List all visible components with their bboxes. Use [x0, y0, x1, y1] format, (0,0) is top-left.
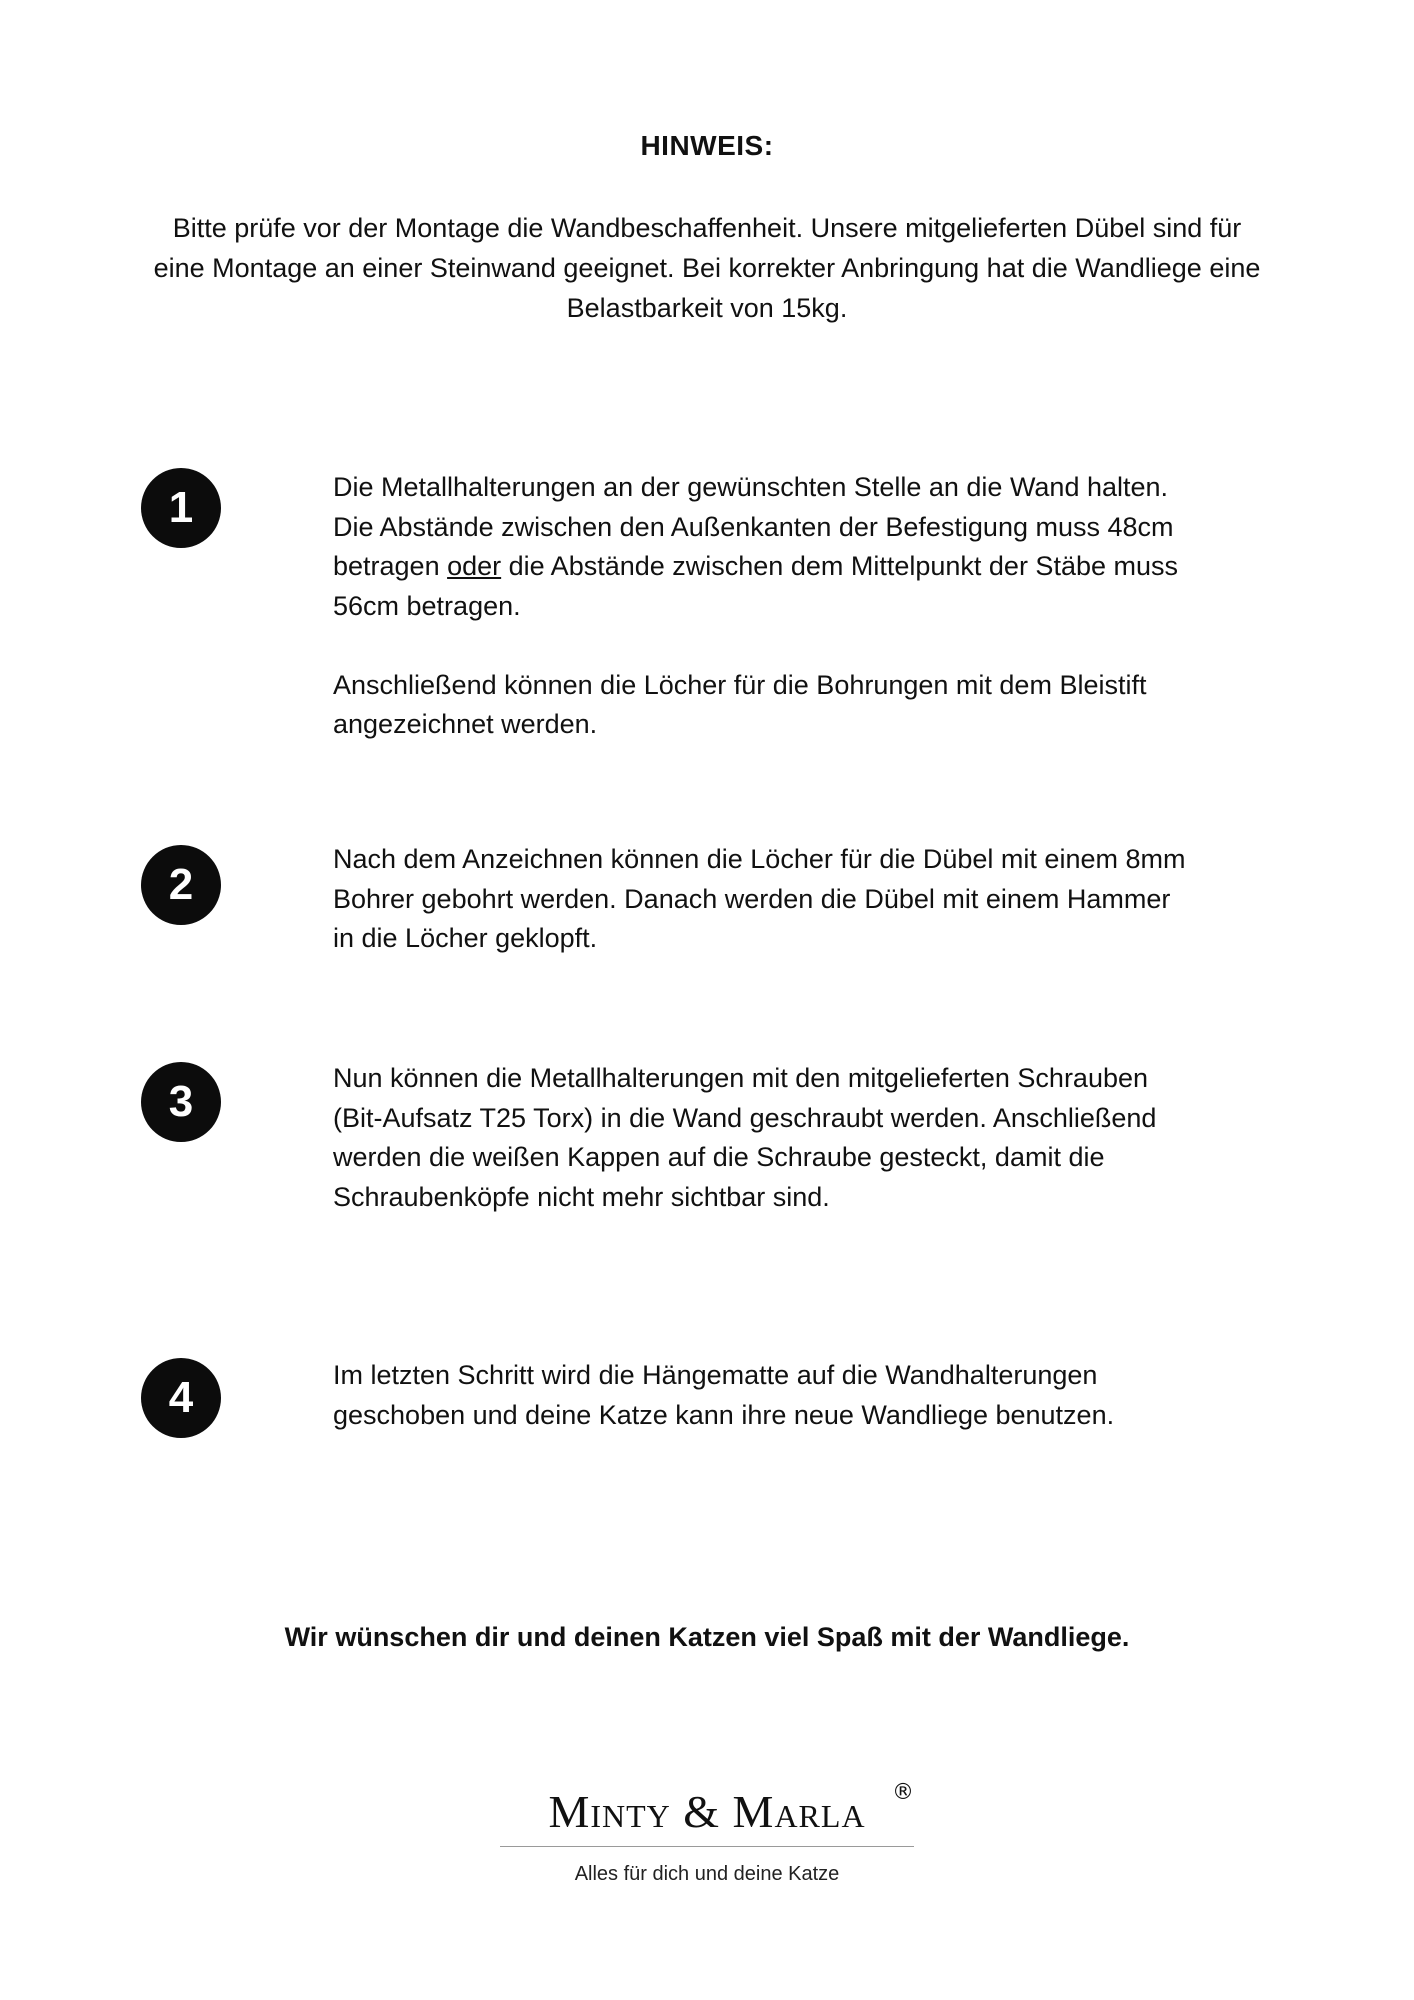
step-instructions	[333, 1356, 1193, 1435]
closing-message: Wir wünschen dir und deinen Katzen viel Spaß mit der Wandliege.	[284, 1622, 1130, 1652]
step-instructions	[333, 468, 1193, 745]
brand-tagline: Alles für dich und deine Katze	[574, 1863, 840, 1885]
notice-text: Bitte prüfe vor der Montage die Wandbeschaffenheit. Unsere mitgelieferten Dübel sind für eine Montage an einer Steinwand geeignet. Bei korrekter Anbringung hat die Wandliege eine Belastbarkeit von 15kg.	[153, 213, 1261, 323]
step-paragraph: Im letzten Schritt wird die Hängematte auf die Wandhalterungen geschoben und deine Katze kann ihre neue Wandliege benutzen.	[333, 1360, 1115, 1430]
notice-heading: HINWEIS:	[640, 130, 774, 161]
step-instructions	[333, 1059, 1193, 1217]
step-instructions	[333, 840, 1193, 959]
brand-name: Minty & Marla	[548, 1786, 866, 1837]
step-number-badge: 1	[141, 468, 221, 548]
step-number-badge: 3	[141, 1062, 221, 1142]
step-text-part: Die Metallhalterungen an der gewünschten Stelle an die Wand halten. Die Abstände zwischen den Außenkanten der Befestigung muss 48cm betragen	[333, 472, 1174, 581]
step-text-part: die Abstände zwischen dem Mittelpunkt der Stäbe muss 56cm betragen.	[333, 551, 1178, 621]
step-paragraph: Nach dem Anzeichnen können die Löcher für die Dübel mit einem 8mm Bohrer gebohrt werden. Danach werden die Dübel mit einem Hammer in die Löcher geklopft.	[333, 844, 1186, 953]
logo-divider	[500, 1846, 914, 1847]
underlined-word: oder	[447, 551, 502, 581]
registered-mark: ®	[892, 1780, 914, 1805]
step-number-badge: 4	[141, 1358, 221, 1438]
step-paragraph: Nun können die Metallhalterungen mit den mitgelieferten Schrauben (Bit-Aufsatz T25 Torx) in die Wand geschraubt werden. Anschließend werden die weißen Kappen auf die Schraube gesteckt, damit die Schraubenköpfe nicht mehr sichtbar sind.	[333, 1063, 1157, 1212]
step-paragraph	[333, 468, 1193, 626]
step-number-badge: 2	[141, 845, 221, 925]
step-paragraph: Anschließend können die Löcher für die Bohrungen mit dem Bleistift angezeichnet werden.	[333, 669, 1147, 739]
brand-logo	[500, 1780, 914, 1886]
